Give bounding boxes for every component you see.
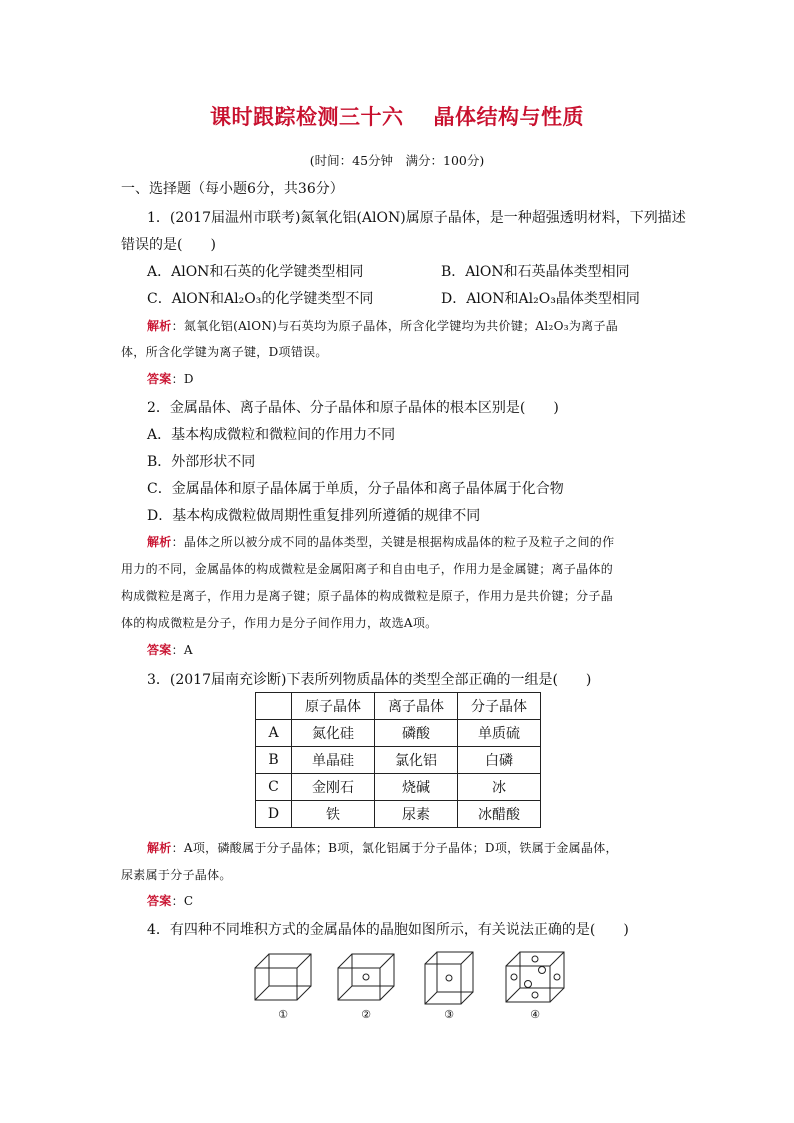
unit-cell-1 [255, 954, 311, 1000]
table-cell: 单晶硅 [292, 747, 375, 774]
unit-cell-figure [240, 940, 570, 1020]
page-title [0, 101, 794, 131]
table-row [256, 720, 541, 747]
crystal-type-table [255, 692, 541, 828]
table-cell: D [256, 801, 292, 828]
q4-stem: 4．有四种不同堆积方式的金属晶体的晶胞如图所示，有关说法正确的是( ) [147, 922, 629, 938]
section-heading: 一、选择题（每小题6分，共36分） [121, 181, 344, 197]
title-sub: 晶体结构与性质 [433, 105, 584, 129]
q3-analysis-line1: 解析：A项，磷酸属于分子晶体；B项，氯化铝属于分子晶体；D项，铁属于金属晶体， [147, 841, 618, 855]
q2-answer: 答案：A [147, 643, 193, 657]
table-row [256, 774, 541, 801]
unit-cell-label-3: ③ [444, 1008, 454, 1020]
q1-analysis-line1: 解析：氮氧化铝(AlON)与石英均为原子晶体，所含化学键均为共价键；Al₂O₃为离子晶 [147, 319, 619, 333]
q1-option-d: D．AlON和Al₂O₃晶体类型相同 [441, 291, 640, 307]
q3-analysis-label: 解析 [147, 841, 172, 855]
q2-option-c: C．金属晶体和原子晶体属于单质，分子晶体和离子晶体属于化合物 [147, 481, 564, 497]
table-cell: 铁 [292, 801, 375, 828]
unit-cell-2 [338, 954, 394, 1000]
q2-analysis-line4: 体的构成微粒是分子，作用力是分子间作用力，故选A项。 [121, 616, 438, 630]
q1-option-a: A．AlON和石英的化学键类型相同 [147, 264, 364, 280]
unit-cell-label-4: ④ [530, 1008, 540, 1020]
q2-option-d: D．基本构成微粒做周期性重复排列所遵循的规律不同 [147, 508, 481, 524]
q1-answer: 答案：D [147, 372, 194, 386]
table-cell: 金刚石 [292, 774, 375, 801]
table-cell: 单质硫 [458, 720, 541, 747]
q2-analysis-label: 解析 [147, 535, 172, 549]
exam-meta: (时间：45分钟 满分：100分) [309, 153, 485, 168]
q2-option-a: A．基本构成微粒和微粒间的作用力不同 [147, 427, 396, 443]
table-header-cell [256, 693, 292, 720]
table-cell: 白磷 [458, 747, 541, 774]
table-row [256, 747, 541, 774]
table-cell: 氮化硅 [292, 720, 375, 747]
table-header-cell: 分子晶体 [458, 693, 541, 720]
table-header-cell: 离子晶体 [375, 693, 458, 720]
q1-analysis-label: 解析 [147, 319, 172, 333]
q2-analysis-line3: 构成微粒是离子，作用力是离子键；原子晶体的构成微粒是原子，作用力是共价键；分子晶 [121, 589, 614, 603]
title-main: 课时跟踪检测三十六 [210, 105, 404, 129]
table-cell: 磷酸 [375, 720, 458, 747]
unit-cell-4 [506, 952, 564, 1002]
table-cell: 烧碱 [375, 774, 458, 801]
table-cell: 冰 [458, 774, 541, 801]
table-cell: B [256, 747, 292, 774]
table-row [256, 801, 541, 828]
q2-analysis-line1: 解析：晶体之所以被分成不同的晶体类型，关键是根据构成晶体的粒子及粒子之间的作 [147, 535, 615, 549]
q1-analysis-line2: 体，所含化学键为离子键，D项错误。 [121, 345, 328, 359]
q1-option-c: C．AlON和Al₂O₃的化学键类型不同 [147, 291, 374, 307]
q2-stem: 2．金属晶体、离子晶体、分子晶体和原子晶体的根本区别是( ) [147, 400, 559, 416]
table-cell: 氯化铝 [375, 747, 458, 774]
unit-cell-label-2: ② [361, 1008, 371, 1020]
q2-option-b: B．外部形状不同 [147, 454, 256, 470]
table-header-cell: 原子晶体 [292, 693, 375, 720]
table-cell: 冰醋酸 [458, 801, 541, 828]
table-cell: 尿素 [375, 801, 458, 828]
table-header-row [256, 693, 541, 720]
q2-analysis-line2: 用力的不同，金属晶体的构成微粒是金属阳离子和自由电子，作用力是金属键；离子晶体的 [121, 562, 614, 576]
q1-option-b: B．AlON和石英晶体类型相同 [441, 264, 630, 280]
unit-cell-3 [425, 952, 473, 1004]
table-cell: C [256, 774, 292, 801]
q3-analysis-line2: 尿素属于分子晶体。 [121, 868, 232, 882]
q3-stem: 3．(2017届南充诊断)下表所列物质晶体的类型全部正确的一组是( ) [147, 672, 592, 688]
q3-answer: 答案：C [147, 894, 194, 908]
table-cell: A [256, 720, 292, 747]
q1-stem-line1: 1．(2017届温州市联考)氮氧化铝(AlON)属原子晶体，是一种超强透明材料，下列描述 [147, 210, 686, 226]
q1-stem-line2: 错误的是( ) [121, 237, 216, 253]
unit-cell-label-1: ① [278, 1008, 288, 1020]
